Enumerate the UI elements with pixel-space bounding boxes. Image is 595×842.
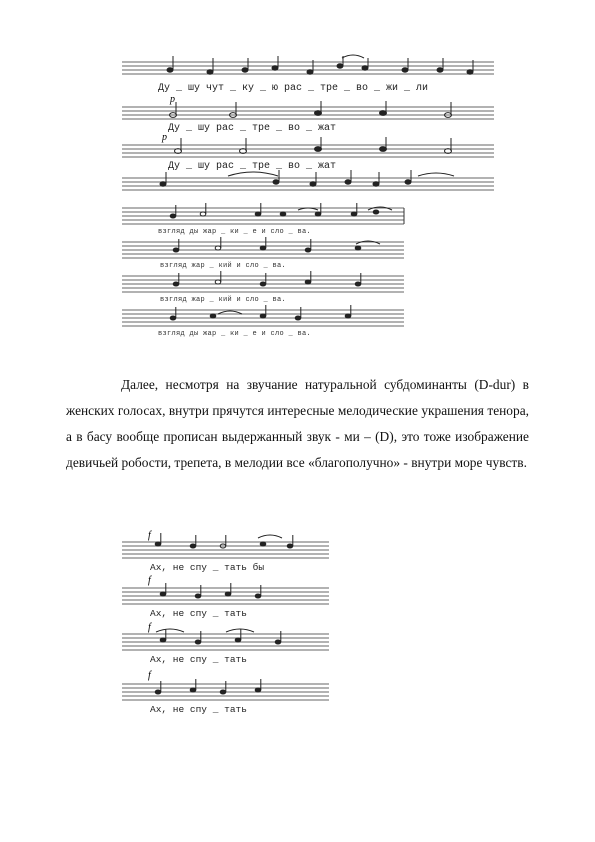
score1-lyric-2: Ду _ шу рас _ тре _ во _ жат — [168, 123, 337, 134]
score2-lyric-2: взгляд жар _ кий и сло _ ва. — [160, 262, 287, 270]
score2-lyric-1: взгляд ды жар _ ки _ е и сло _ ва. — [158, 228, 312, 236]
score3-lyric-2: Ах, не спу _ тать — [150, 608, 247, 619]
score3-lyric-1: Ах, не спу _ тать бы — [150, 562, 265, 573]
dynamic-p-1: p — [170, 94, 175, 105]
score-excerpt-1 — [118, 52, 498, 197]
score2-lyric-4: взгляд ды жар _ ки _ е и сло _ ва. — [158, 330, 312, 338]
dynamic-p-2: p — [162, 132, 167, 143]
score1-lyric-3: Ду _ шу рас _ тре _ во _ жат — [168, 161, 337, 172]
dynamic-f-1: f — [148, 530, 151, 541]
dynamic-f-4: f — [148, 670, 151, 681]
dynamic-f-2: f — [148, 575, 151, 586]
score3-lyric-4: Ах, не спу _ тать — [150, 704, 247, 715]
score-excerpt-2 — [118, 200, 408, 350]
dynamic-f-3: f — [148, 622, 151, 633]
score-excerpt-3 — [118, 528, 333, 728]
notes-staff-1 — [167, 55, 473, 74]
score2-lyric-3: взгляд жар _ кий и сло _ ва. — [160, 296, 287, 304]
body-paragraph — [66, 372, 529, 476]
score1-lyric-1: Ду _ шу чут _ ку _ ю рас _ тре _ во _ жи _ ли — [158, 83, 429, 94]
score3-lyric-3: Ах, не спу _ тать — [150, 654, 247, 665]
body-paragraph-text: Далее, несмотря на звучание натуральной субдоминанты (D-dur) в женских голосах, внутри прячутся интересные мелодические украшения тенора, а в басу вообще прописан выдержанный звук - ми – (D), это тоже изображение девичьей робости, трепета, в мелодии все «благополучно» - внутри море чувств. — [66, 377, 529, 470]
